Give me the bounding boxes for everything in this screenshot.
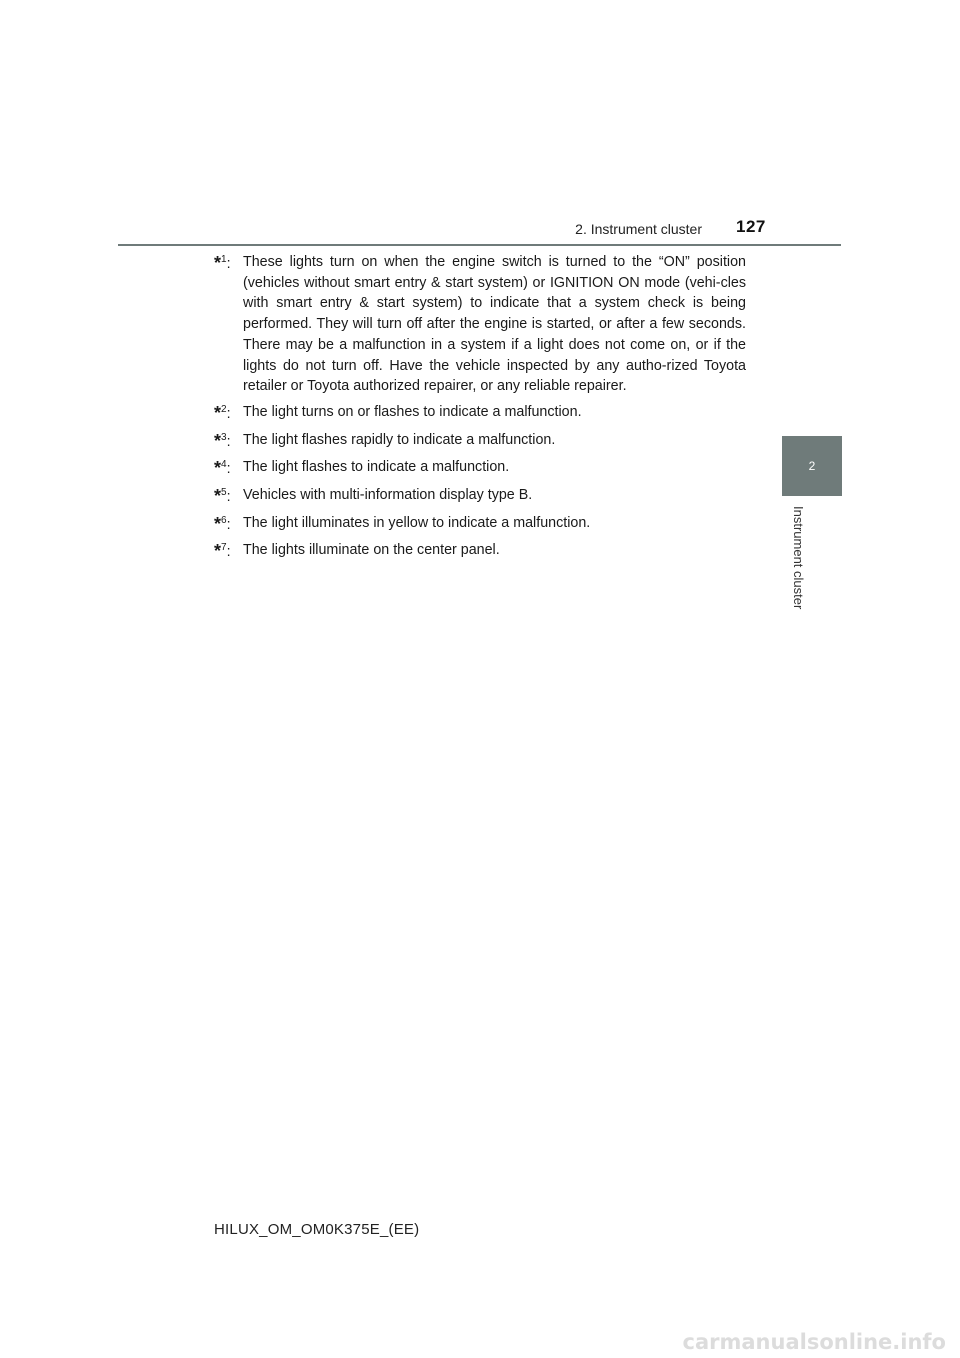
- footnote-list: [214, 252, 746, 568]
- footnote-text: The light flashes to indicate a malfunction.: [243, 459, 510, 476]
- footnote-item: [214, 485, 746, 508]
- section-title: 2. Instrument cluster: [575, 221, 702, 237]
- document-code: HILUX_OM_OM0K375E_(EE): [214, 1221, 420, 1238]
- footnote-marker: *$^2$:: [214, 402, 231, 423]
- footnote-item: [214, 540, 746, 563]
- footnote-marker: *$^5$:: [214, 486, 231, 507]
- footnote-item: [214, 402, 746, 425]
- footnote-text: The light illuminates in yellow to indicate a malfunction.: [243, 514, 591, 531]
- watermark: carmanualsonline.info: [682, 1330, 946, 1354]
- footnote-item: [214, 252, 746, 397]
- footnote-item: [214, 430, 746, 453]
- footnote-text: These lights turn on when the engine switch is turned to the “ON” position (vehicles without smart entry & start system) or IGNITION ON mode (vehi-cles with smart entry & start system) to indicate that a system check is being performed. They will turn off after the engine is started, or after a few seconds. There may be a malfunction in a system if a light does not come on, or if the lights do not turn off. Have the vehicle inspected by any autho-rized Toyota retailer or Toyota authorized repairer, or any reliable repairer.: [243, 254, 746, 395]
- footnote-marker: *$^3$:: [214, 430, 231, 451]
- footnote-text: The lights illuminate on the center panel.: [243, 542, 500, 559]
- chapter-tab: [782, 436, 842, 496]
- chapter-title-vertical: Instrument cluster: [791, 506, 806, 610]
- footnote-item: [214, 513, 746, 536]
- footnote-marker: *$^7$:: [214, 541, 231, 562]
- footnote-item: [214, 457, 746, 480]
- footnote-text: The light flashes rapidly to indicate a malfunction.: [243, 431, 556, 448]
- header-divider: [118, 244, 841, 246]
- footnote-marker: *$^6$:: [214, 513, 231, 534]
- footnote-marker: *$^1$:: [214, 253, 231, 273]
- footnote-text: Vehicles with multi-information display type B.: [243, 487, 533, 504]
- footnote-text: The light turns on or flashes to indicate a malfunction.: [243, 403, 582, 420]
- chapter-number: 2: [808, 459, 816, 473]
- page-number: 127: [736, 217, 766, 236]
- footnote-marker: *$^4$:: [214, 458, 231, 479]
